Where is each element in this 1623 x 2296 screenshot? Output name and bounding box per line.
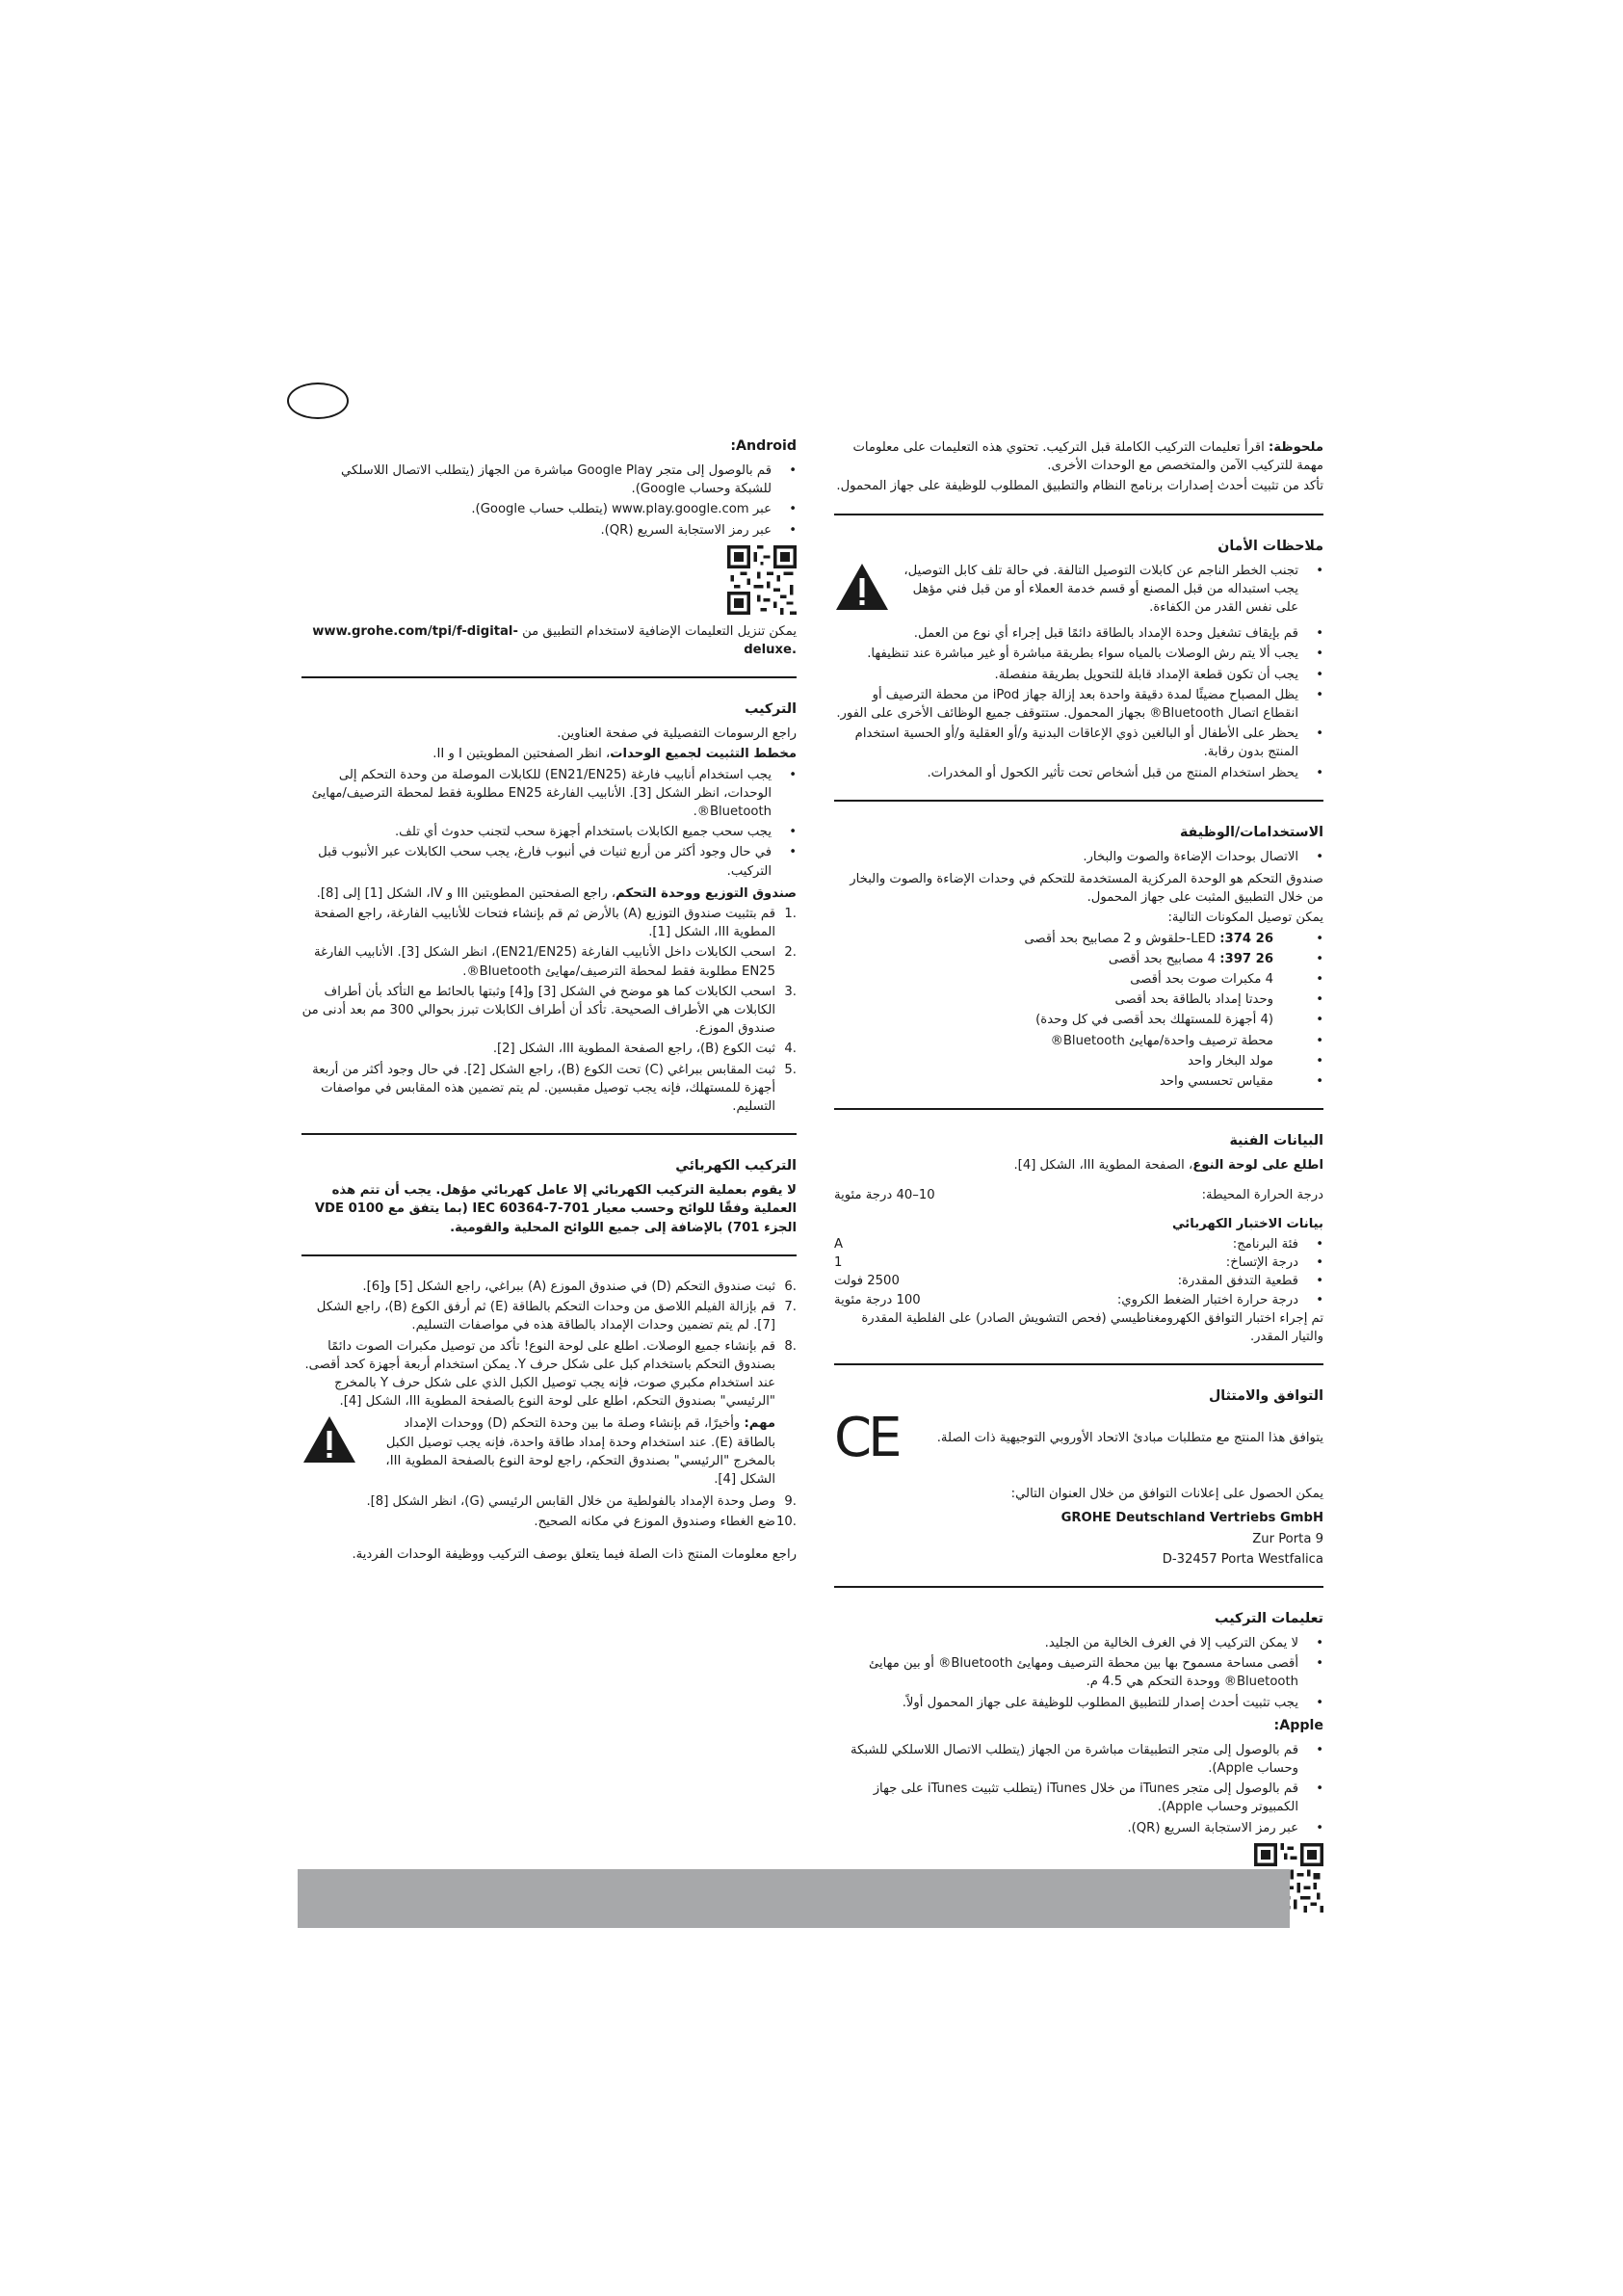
- list-item: • عبر www.play.google.com (يتطلب حساب Google).: [301, 500, 797, 518]
- divider: [301, 1254, 797, 1256]
- install-bold: صندوق التوزيع ووحدة التحكم: [615, 885, 797, 901]
- list-item: • لا يمكن التركيب إلا في الغرف الخالية من الجليد.: [834, 1634, 1323, 1652]
- ambient-value: 10–40 درجة مئوية: [834, 1188, 935, 1203]
- left-column: [301, 436, 797, 1566]
- test-label: • قطعية التدفق المقدرة:: [1177, 1274, 1323, 1289]
- test-value: A: [834, 1236, 844, 1252]
- list-item: 1. قم بتثبيت صندوق التوزيع (A) بالأرض ثم قم بإنشاء فتحات للأنابيب الفارغة، راجع الصفحة المطوية III، الشكل [1].: [313, 907, 797, 940]
- tech-intro-rest: ، الصفحة المطوية III، الشكل [4].: [1013, 1158, 1193, 1174]
- list-item: [834, 950, 1323, 968]
- install-bold: مخطط التثبيت لجميع الوحدات: [610, 747, 797, 762]
- download-line: [301, 622, 797, 659]
- download-url-link[interactable]: www.grohe.com/tpi/f-digital-deluxe.: [312, 623, 797, 658]
- list-item: 4. ثبت الكوع (B)، راجع الصفحة المطوية III، الشكل [2].: [492, 1042, 797, 1057]
- list-item: • 4 مكبرات صوت بحد أقصى: [834, 970, 1323, 989]
- list-item: • يحظر استخدام المنتج من قبل أشخاص تحت تأثير الكحول أو المخدرات.: [834, 764, 1323, 782]
- uses-paragraph: صندوق التحكم هو الوحدة المركزية المستخدمة للتحكم في وحدات الإضاءة والصوت والبخار من خلال التطبيق المثبت على جهاز المحمول.: [850, 872, 1323, 906]
- divider: [834, 514, 1323, 515]
- list-item: • عبر رمز الاستجابة السريع (QR).: [301, 521, 797, 540]
- install-paragraph: [301, 745, 797, 763]
- list-item: [834, 930, 1323, 948]
- safety-heading: ملاحظات الأمان: [1217, 538, 1323, 554]
- right-column: [834, 438, 1323, 1920]
- component-text: 4 مصابيح بحد أقصى: [1108, 951, 1220, 966]
- android-list: [301, 462, 797, 540]
- list-item: 3. اسحب الكابلات كما هو موضح في الشكل [3] و[4] وثبتها بالحائط مع التأكد بأن أطراف الكابلات هي الأطراف الصحيحة. تأكد أن أطراف الكابلات تبرز بحوالي 300 مم بعد أدنى من صندوق الموزع.: [301, 984, 797, 1037]
- uses-heading: الاستخدامات/الوظيفة: [1179, 824, 1323, 840]
- table-row: [834, 1186, 1323, 1204]
- test-value: 100 درجة مئوية: [834, 1292, 921, 1307]
- list-item: • مولد البخار واحد: [834, 1052, 1323, 1070]
- list-item: • يجب سحب جميع الكابلات باستخدام أجهزة سحب لتجنب حدوث أي تلف.: [301, 823, 797, 841]
- conformity-heading: التوافق والامتثال: [1208, 1388, 1323, 1405]
- electrical-section: [301, 1156, 797, 1237]
- address-block: [834, 1509, 1323, 1569]
- city: D-32457 Porta Westfalica: [1162, 1551, 1323, 1567]
- divider: [301, 1133, 797, 1135]
- install-notes-section: [834, 1609, 1323, 1913]
- important-text: مهم: وأخيرًا، قم بإنشاء وصلة ما بين وحدة التحكم (D) ووحدات الإمداد بالطاقة (E). عند استخدام وحدة إمداد طاقة واحدة، فإنه يجب توصيل الكبل بالمخرج "الرئيسي" بصندوق التحكم، راجع لوحة النوع بالصفحة المطوية III، الشكل [4].: [385, 1416, 775, 1487]
- important-label: مهم:: [744, 1416, 775, 1432]
- download-pre: يمكن تنزيل التعليمات الإضافية لاستخدام التطبيق من: [517, 623, 797, 639]
- component-text: LED-حلقوش و 2 مصابيح بحد أقصى: [1024, 931, 1220, 946]
- model-code: 26 397:: [1219, 951, 1273, 966]
- list-item: • يظل المصباح مضيئًا لمدة دقيقة واحدة بعد إزالة جهاز iPod من محطة الترصيف أو انقطاع اتصال Bluetooth® بجهاز المحمول. ستتوقف جميع الوظائف الأخرى على الفور.: [834, 686, 1323, 723]
- street: Zur Porta 9: [1252, 1531, 1323, 1546]
- connection-steps: [301, 1278, 797, 1411]
- install-paragraph: [301, 884, 797, 903]
- components-list: [834, 930, 1323, 1092]
- uses-section: [834, 823, 1323, 1091]
- safety-warning-list: [903, 562, 1323, 620]
- list-item: • أقصى مساحة مسموح بها بين محطة الترصيف ومهايئ Bluetooth® أو بين مهايئ Bluetooth® ووحدة التحكم هي 4.5 م.: [834, 1654, 1323, 1691]
- conformity-row: [834, 1407, 1323, 1470]
- conformity-text: يتوافق هذا المنتج مع متطلبات مبادئ الاتحاد الأوروبي التوجيهية ذات الصلة.: [936, 1430, 1323, 1445]
- list-item: • قم بالوصول إلى متجر التطبيقات مباشرة من الجهاز (يتطلب الاتصال اللاسلكي للشبكة وحساب Apple).: [834, 1741, 1323, 1778]
- test-label: • درجة حرارة اختبار الضغط الكروي:: [1116, 1292, 1323, 1307]
- tech-section: [834, 1131, 1323, 1346]
- address-intro: يمكن الحصول على إعلانات التوافق من خلال العنوان التالي:: [1010, 1487, 1323, 1502]
- electrical-text: لا يقوم بعملية التركيب الكهربائي إلا عامل كهربائي مؤهل. يجب أن تتم هذه العملية وفقًا للوائح وحسب معيار IEC 60364-7-701 (بما يتفق مع VDE 0100 الجزء 701) بالإضافة إلى جميع اللوائح المحلية والقومية.: [314, 1183, 797, 1235]
- model-code: 26 374:: [1219, 931, 1273, 946]
- tech-heading: البيانات الفنية: [1229, 1133, 1323, 1149]
- divider: [834, 1586, 1323, 1588]
- note-paragraph: [834, 438, 1323, 475]
- emc-note: تم إجراء اختبار التوافق الكهرومغناطيسي (فحص التشويش الصادر) على الفلطية المقدرة والتيار المقدر.: [861, 1310, 1323, 1344]
- install-section: [301, 699, 797, 1116]
- note-heading: ملحوظة:: [1268, 440, 1323, 455]
- table-row: [834, 1235, 1323, 1254]
- footer-band: [298, 1869, 1290, 1928]
- tech-intro-bold: اطلع على لوحة النوع: [1192, 1158, 1323, 1174]
- list-item: 7. قم بإزالة الفيلم اللاصق من وحدات التحكم بالطاقة (E) ثم أرفق الكوع (B)، راجع الشكل [7]. لم يتم تضمين وحدات الإمداد بالطاقة هذه في مواصفات التسليم.: [316, 1300, 797, 1333]
- list-item: • الاتصال بوحدات الإضاءة والصوت والبخار.: [834, 848, 1323, 866]
- install-rest: ، راجع الصفحتين المطويتين III و IV، الشكل [1] إلى [8].: [316, 885, 616, 901]
- list-item: • قم بالوصول إلى متجر iTunes من خلال iTunes (يتطلب تثبيت iTunes على جهاز الكمبيوتر وحساب Apple).: [834, 1780, 1323, 1816]
- note-line2: تأكد من تثبيت أحدث إصدارات برنامج النظام والتطبيق المطلوب للوظيفة على جهاز المحمول.: [836, 479, 1323, 494]
- install-paragraph: راجع الرسومات التفصيلية في صفحة العناوين.: [557, 726, 797, 742]
- uses-bullet-list: [834, 848, 1323, 866]
- list-item: • يجب تثبيت أحدث إصدار للتطبيق المطلوب للوظيفة على جهاز المحمول أولاً.: [834, 1694, 1323, 1712]
- tech-intro: [834, 1156, 1323, 1174]
- ce-mark-icon: CE: [834, 1407, 899, 1470]
- test-label: • درجة الإتساخ:: [1225, 1255, 1323, 1271]
- divider: [834, 1363, 1323, 1365]
- list-item: 9. وصل وحدة الإمداد بالفولطية من خلال القابس الرئيسي (G)، انظر الشكل [8].: [366, 1494, 797, 1510]
- list-item: 8. قم بإنشاء جميع الوصلات. اطلع على لوحة النوع! تأكد من توصيل مكبرات الصوت دائمًا بصندوق التحكم باستخدام كبل على شكل حرف Y. يمكن استخدام أربعة أجهزة كحد أقصى. عند استخدام مكبري صوت، فإنه يجب توصيل الكبل الذي على شكل حرف Y بالمخرج "الرئيسي" بصندوق التحكم، اطلع على لوحة النوع بالصفحة المطوية III، الشكل [4].: [304, 1338, 797, 1410]
- table-row: [834, 1254, 1323, 1272]
- important-row: [301, 1414, 797, 1491]
- test-table: [834, 1235, 1323, 1309]
- uses-paragraph: يمكن توصيل المكونات التالية:: [1167, 910, 1323, 926]
- table-row: [834, 1272, 1323, 1290]
- apple-list: [834, 1741, 1323, 1837]
- safety-warning-item: • تجنب الخطر الناجم عن كابلات التوصيل التالفة. في حالة تلف كابل التوصيل، يجب استبداله من قبل المصنع أو قسم خدمة العملاء أو من قبل فني مؤهل على نفس القدر من الكفاءة.: [903, 562, 1323, 618]
- test-heading: بيانات الاختبار الكهربائي: [1171, 1216, 1323, 1231]
- divider: [301, 676, 797, 678]
- note-line1: اقرأ تعليمات التركيب الكاملة قبل التركيب. تحتوي هذه التعليمات على معلومات مهمة للتركيب الآمن والمتخصص مع الوحدات الأخرى.: [852, 440, 1323, 474]
- list-item: • مقياس تحسسي واحد: [834, 1072, 1323, 1091]
- list-item: • (4 أجهزة للمستهلك بحد أقصى في كل وحدة): [834, 1011, 1323, 1029]
- install-heading: التركيب: [745, 701, 797, 718]
- install-steps: [301, 905, 797, 1116]
- safety-list: [834, 624, 1323, 782]
- list-item: • وحدتا إمداد بالطاقة بحد أقصى: [834, 990, 1323, 1009]
- list-item: • يجب استخدام أنابيب فارغة (EN21/EN25) للكابلات الموصلة من وحدة التحكم إلى الوحدات، انظر الشكل [3]. الأنابيب الفارغة EN25 مطلوبة فقط لمحطة الترصيف/مهايئ Bluetooth®.: [301, 766, 797, 822]
- install-notes-heading: تعليمات التركيب: [1215, 1610, 1323, 1626]
- list-item: • في حال وجود أكثر من أربع ثنيات في أنبوب فارغ، يجب سحب الكابلات عبر الأنبوب قبل التركيب.: [301, 843, 797, 880]
- list-item: • قم بإيقاف تشغيل وحدة الإمداد بالطاقة دائمًا قبل إجراء أي نوع من العمل.: [834, 624, 1323, 643]
- connection-steps-final: [301, 1492, 797, 1531]
- list-item: 5. ثبت المقابس ببراغي (C) تحت الكوع (B)، راجع الشكل [2]. في حال وجود أكثر من أربعة أجهزة للمستهلك، فإنه يجب توصيل مقبسين. لم يتم تضمين هذه المقابس في مواصفات التسليم.: [312, 1062, 797, 1115]
- electrical-heading: التركيب الكهربائي: [675, 1158, 797, 1174]
- divider: [834, 800, 1323, 802]
- list-item: • يحظر على الأطفال أو البالغين ذوي الإعاقات البدنية و/أو العقلية و/أو الحسية استخدام المنتج بدون رقابة.: [834, 725, 1323, 761]
- divider: [834, 1108, 1323, 1110]
- install-bullets: [301, 766, 797, 881]
- list-item: • يجب ألا يتم رش الوصلات بالمياه سواء بطريقة مباشرة أو غير مباشرة عند تنظيفها.: [834, 645, 1323, 663]
- android-section: [301, 436, 797, 659]
- list-item: • قم بالوصول إلى متجر Google Play مباشرة من الجهاز (يتطلب الاتصال اللاسلكي للشبكة وحساب Google).: [301, 462, 797, 498]
- conformity-section: [834, 1386, 1323, 1569]
- language-badge: [287, 383, 349, 419]
- list-item: 10. ضع الغطاء وصندوق الموزع في مكانه الصحيح.: [534, 1515, 797, 1530]
- install-notes-list: [834, 1634, 1323, 1712]
- safety-section: [834, 537, 1323, 782]
- final-note: راجع معلومات المنتج ذات الصلة فيما يتعلق بوصف التركيب ووظيفة الوحدات الفردية.: [352, 1546, 797, 1562]
- list-item: • عبر رمز الاستجابة السريع (QR).: [834, 1819, 1323, 1837]
- note-section: [834, 438, 1323, 496]
- company-name: GROHE Deutschland Vertriebs GmbH: [1060, 1511, 1323, 1526]
- test-value: 1: [834, 1255, 843, 1271]
- test-value: 2500 فولت: [834, 1274, 900, 1289]
- warning-triangle-icon: [301, 1414, 357, 1465]
- ambient-label: درجة الحرارة المحيطة:: [1201, 1188, 1323, 1203]
- list-item: 6. ثبت صندوق التحكم (D) في صندوق الموزع (A) ببراغي، راجع الشكل [5] و[6].: [362, 1279, 797, 1294]
- safety-warning-row: [834, 562, 1323, 623]
- table-row: [834, 1291, 1323, 1309]
- test-label: • فئة البرنامج:: [1232, 1236, 1323, 1252]
- warning-triangle-icon: [834, 562, 890, 612]
- install-rest: ، انظر الصفحتين المطويتين I و II.: [432, 747, 611, 762]
- connection-section: [301, 1278, 797, 1564]
- list-item: 2. اسحب الكابلات داخل الأنابيب الفارغة (EN21/EN25)، انظر الشكل [3]. الأنابيب الفارغة EN25 مطلوبة فقط لمحطة الترصيف/مهايئ Bluetooth®.: [313, 945, 797, 979]
- ambient-table: [834, 1186, 1323, 1204]
- list-item: • محطة ترصيف واحدة/مهايئ Bluetooth®: [834, 1032, 1323, 1050]
- list-item: • يجب أن تكون قطعة الإمداد قابلة للتحويل بطريقة منفصلة.: [834, 666, 1323, 684]
- qr-code-icon: [727, 545, 797, 615]
- apple-heading: Apple:: [1273, 1717, 1323, 1733]
- android-heading: Android:: [730, 438, 797, 454]
